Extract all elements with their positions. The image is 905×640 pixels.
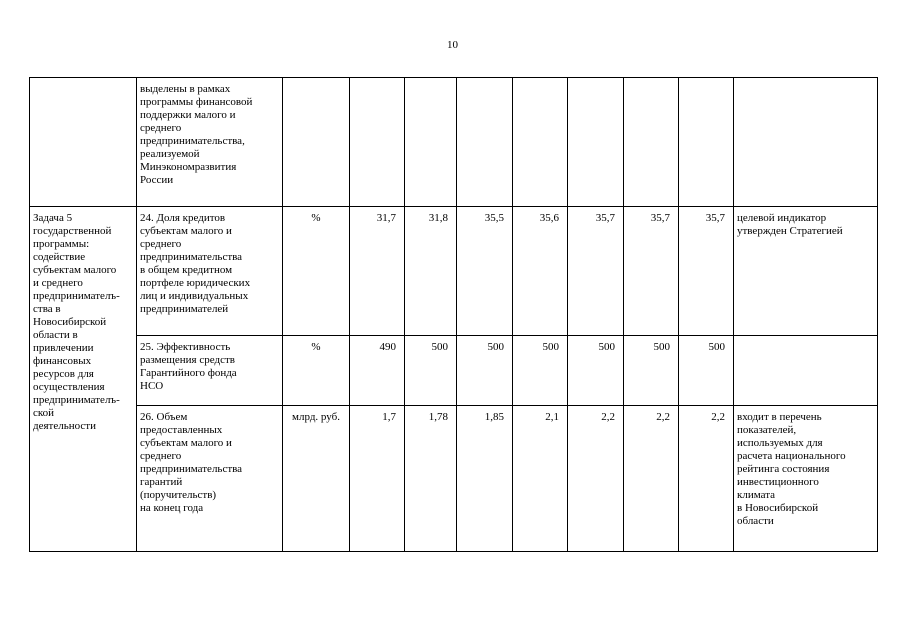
table-row: [30, 336, 878, 406]
value-cell: [350, 78, 405, 207]
table-row: [30, 78, 878, 207]
value-cell: 35,7: [624, 207, 679, 336]
note-cell: входит в перечень показателей, используемых для расчета национального рейтинга состояния инвестиционного климата в Новосибирской области: [734, 406, 878, 552]
value-cell: 490: [350, 336, 405, 406]
indicator-cell: 25. Эффективность размещения средств Гарантийного фонда НСО: [137, 336, 283, 406]
indicators-table: [29, 77, 878, 552]
unit-cell: %: [283, 207, 350, 336]
unit-cell: [283, 78, 350, 207]
table-row: [30, 207, 878, 336]
value-cell: [513, 78, 568, 207]
value-cell: 2,2: [679, 406, 734, 552]
note-cell: [734, 336, 878, 406]
value-cell: 1,7: [350, 406, 405, 552]
value-cell: 2,2: [568, 406, 624, 552]
value-cell: 35,6: [513, 207, 568, 336]
note-cell: целевой индикатор утвержден Стратегией: [734, 207, 878, 336]
value-cell: [624, 78, 679, 207]
value-cell: 500: [405, 336, 457, 406]
value-cell: 500: [624, 336, 679, 406]
indicator-cell: 24. Доля кредитов субъектам малого и среднего предпринимательства в общем кредитном портфеле юридических лиц и индивидуальных предпринимателей: [137, 207, 283, 336]
value-cell: 31,8: [405, 207, 457, 336]
value-cell: 2,2: [624, 406, 679, 552]
task-cell: Задача 5 государственной программы: содействие субъектам малого и среднего предпринимателъ- ства в Новосибирской области в привлечении финансовых ресурсов для осуществления предпринимателъ- ской деятельности: [30, 207, 137, 552]
value-cell: [568, 78, 624, 207]
value-cell: 1,85: [457, 406, 513, 552]
value-cell: 2,1: [513, 406, 568, 552]
value-cell: 35,5: [457, 207, 513, 336]
value-cell: 1,78: [405, 406, 457, 552]
value-cell: 35,7: [568, 207, 624, 336]
value-cell: 500: [513, 336, 568, 406]
page-number: 10: [447, 39, 458, 51]
table-row: [30, 406, 878, 552]
value-cell: [679, 78, 734, 207]
value-cell: 500: [457, 336, 513, 406]
task-cell-empty: [30, 78, 137, 207]
value-cell: 31,7: [350, 207, 405, 336]
value-cell: 500: [568, 336, 624, 406]
note-cell: [734, 78, 878, 207]
indicator-cell: 26. Объем предоставленных субъектам малого и среднего предпринимательства гарантий (поручительств) на конец года: [137, 406, 283, 552]
value-cell: [457, 78, 513, 207]
value-cell: [405, 78, 457, 207]
unit-cell: %: [283, 336, 350, 406]
value-cell: 35,7: [679, 207, 734, 336]
indicator-cell: выделены в рамках программы финансовой поддержки малого и среднего предпринимательства, реализуемой Минэкономразвития России: [137, 78, 283, 207]
value-cell: 500: [679, 336, 734, 406]
unit-cell: млрд. руб.: [283, 406, 350, 552]
